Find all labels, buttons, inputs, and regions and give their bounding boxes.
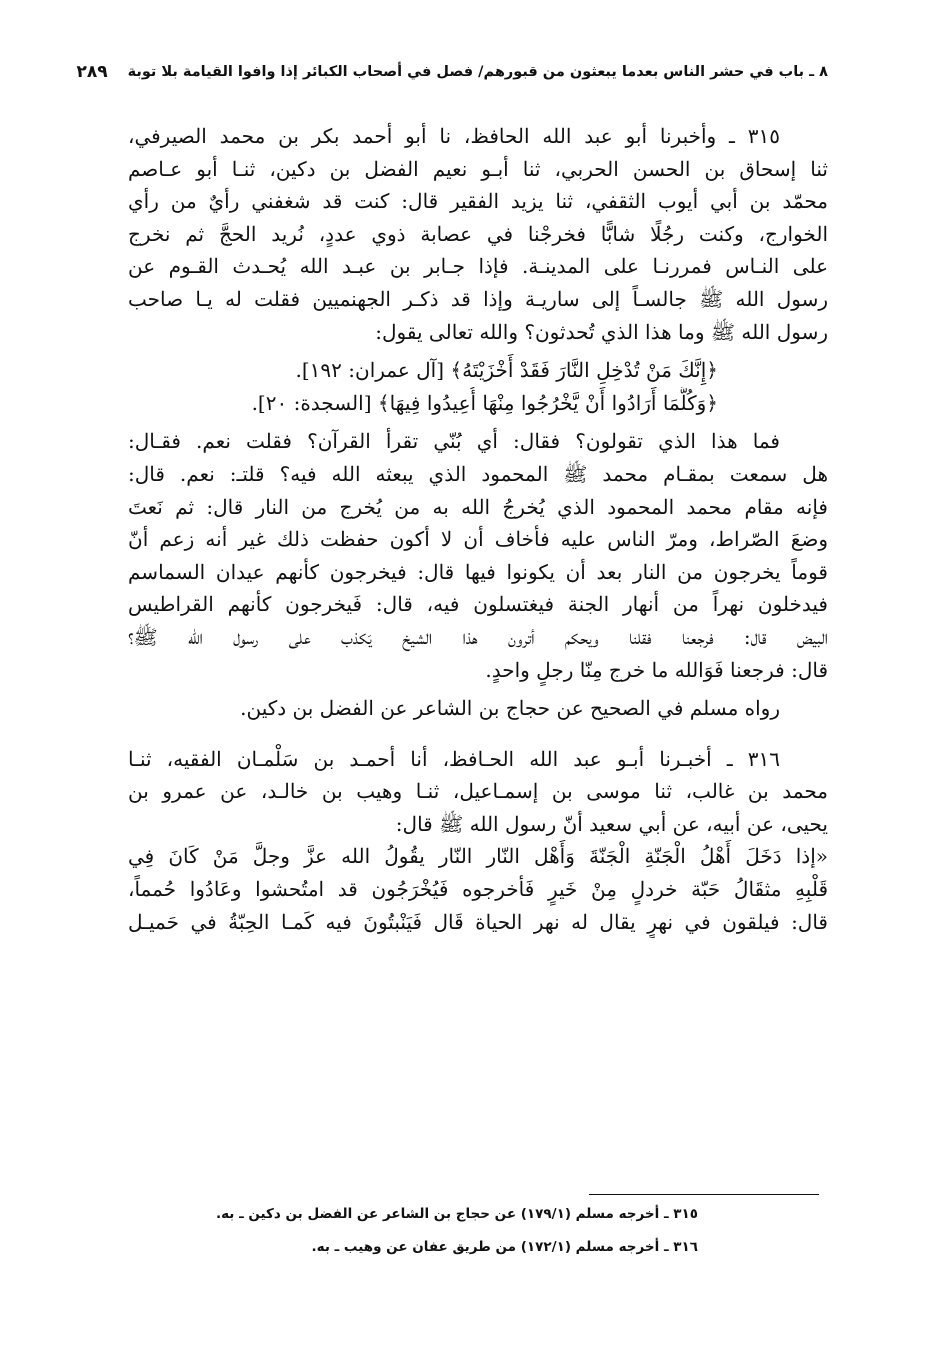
page-number: ٢٨٩ bbox=[76, 62, 108, 82]
quran-verse: ﴿وَكُلَّمَا أَرَادُوا أَنْ يَّخْرُجُوا مِنْهَا أُعِيدُوا فِيهَا﴾ [السجدة: ٢٠]. bbox=[251, 390, 718, 415]
text-line: ٣١٦ ـ أخبـرنا أبـو عبد الله الحـافظ، أنا أحمـد بن سَلْمـان الفقيه، ثنـا bbox=[128, 746, 780, 771]
text-line: الخوارج، وكنت رجُلًا شابًّا فخرجْنا في عصابة ذوي عددٍ، نُريد الحجَّ ثم نخرج bbox=[128, 221, 828, 246]
continuation-paragraph bbox=[128, 425, 828, 686]
header-title: ٨ ـ باب في حشر الناس بعدما يبعثون من قبورهم/ فصل في أصحاب الكبائر إذا وافوا القيامة بلا توبة bbox=[127, 64, 828, 80]
paragraph-gap bbox=[128, 731, 828, 743]
footnote-316: ٣١٦ ـ أخرجه مسلم (١٧٢/١) من طريق عفان عن وهيب ـ به. bbox=[311, 1239, 698, 1255]
text-line: على النـاس فمررنـا على المدينـة. فإذا جـابر بن عبـد الله يُحـدث القـوم عن bbox=[128, 254, 828, 279]
hadith-315-paragraph bbox=[128, 120, 828, 348]
footnotes bbox=[128, 1198, 828, 1264]
text-line: رسول الله ﷺ جالسـاً إلى ساريـة وإذا قد ذكـر الجهنميين فقلت له يـا صاحب bbox=[128, 286, 828, 311]
narration-note: رواه مسلم في الصحيح عن حجاج بن الشاعر عن الفضل بن دكين. bbox=[240, 696, 780, 721]
text-line: ثنا إسحاق بن الحسن الحربي، ثنا أبـو نعيم الفضل بن دكين، ثنـا أبو عـاصم bbox=[128, 156, 828, 181]
text-line: قَلْبِهِ مثقَالُ حَبّة خردلٍ مِنْ خَيرٍ فَأخرجوه فَيُخْرَجُون قد امتُحشوا وعَادُوا حُمماً، bbox=[128, 877, 828, 902]
text-line: «إذا دَخَلَ أَهْلُ الْجَنّةِ الْجَنّةَ وَأَهْل النّار النّار يقُولُ الله عزَّ وجلَّ مَنْ كَانَ فِي bbox=[128, 844, 828, 869]
hadith-316-paragraph bbox=[128, 743, 828, 939]
text-line: قوماً يخرجون من النار بعد أن يكونوا فيها قال: فيخرجون كأنهم عيدان السماسم bbox=[128, 559, 828, 584]
footnote-315: ٣١٥ ـ أخرجه مسلم (١٧٩/١) عن حجاج بن الشاعر عن الفضل بن دكين ـ به. bbox=[215, 1206, 698, 1222]
text-line: فما هذا الذي تقولون؟ فقال: أي بُنّي تقرأ القرآن؟ فقلت نعم. فقـال: bbox=[128, 429, 780, 454]
running-header bbox=[76, 62, 828, 82]
text-line: البيض قال: فرجعنا فقلنا ويحكم أترون هذا الشيخ يَكذب على رسول الله ﷺ؟ bbox=[128, 624, 828, 649]
footnote-rule bbox=[589, 1194, 819, 1195]
text-line: رسول الله ﷺ وما هذا الذي تُحدثون؟ والله تعالى يقول: bbox=[375, 319, 828, 344]
text-line: فإنه مقام محمد المحمود الذي يُخرجُ الله به من يُخرج من النار قال: ثم نَعتَ bbox=[128, 494, 828, 519]
narration-note-block bbox=[128, 692, 828, 725]
text-line: هل سمعت بمقـام محمد ﷺ المحمود الذي يبعثه الله فيه؟ قلتـ: نعم. قال: bbox=[128, 461, 828, 486]
text-line: فيدخلون نهراً من أنهار الجنة فيغتسلون فيه، قال: فَيخرجون كأنهم القراطيس bbox=[128, 592, 828, 617]
text-line: يحيى، عن أبيه، عن أبي سعيد أنّ رسول الله ﷺ قال: bbox=[395, 811, 828, 836]
text-line: ٣١٥ ـ وأخبرنا أبو عبد الله الحافظ، نا أبو أحمد بكر بن محمد الصيرفي، bbox=[128, 124, 780, 148]
text-line: قال: فرجعنا فَوَالله ما خرج مِنّا رجلٍ واحدٍ. bbox=[485, 657, 828, 682]
page-body bbox=[128, 120, 828, 944]
text-line: محمد بن غالب، ثنا موسى بن إسمـاعيل، ثنـا وهيب بن خالـد، عن عمرو بن bbox=[128, 779, 828, 804]
text-line: محمّد بن أبي أيوب الثقفي، ثنا يزيد الفقير قال: كنت قد شغفني رأيٌ من رأي bbox=[128, 189, 828, 214]
text-line: وضعَ الصّراط، ومرّ الناس عليه فأخاف أن لا أكون حفظت ذلك غير أنه زعم أنّ bbox=[128, 527, 828, 552]
quran-verses bbox=[128, 354, 828, 419]
text-line: قال: فيلقون في نهرٍ يقال له نهر الحياة قَال فَيَنْبتُونَ فيه كَمـا الحِبّةُ في حَميـل bbox=[128, 909, 828, 934]
quran-verse: ﴿إِنَّكَ مَنْ تُدْخِلِ النَّارَ فَقَدْ أَخْزَيْتَهُ﴾ [آل عمران: ١٩٢]. bbox=[295, 358, 718, 383]
